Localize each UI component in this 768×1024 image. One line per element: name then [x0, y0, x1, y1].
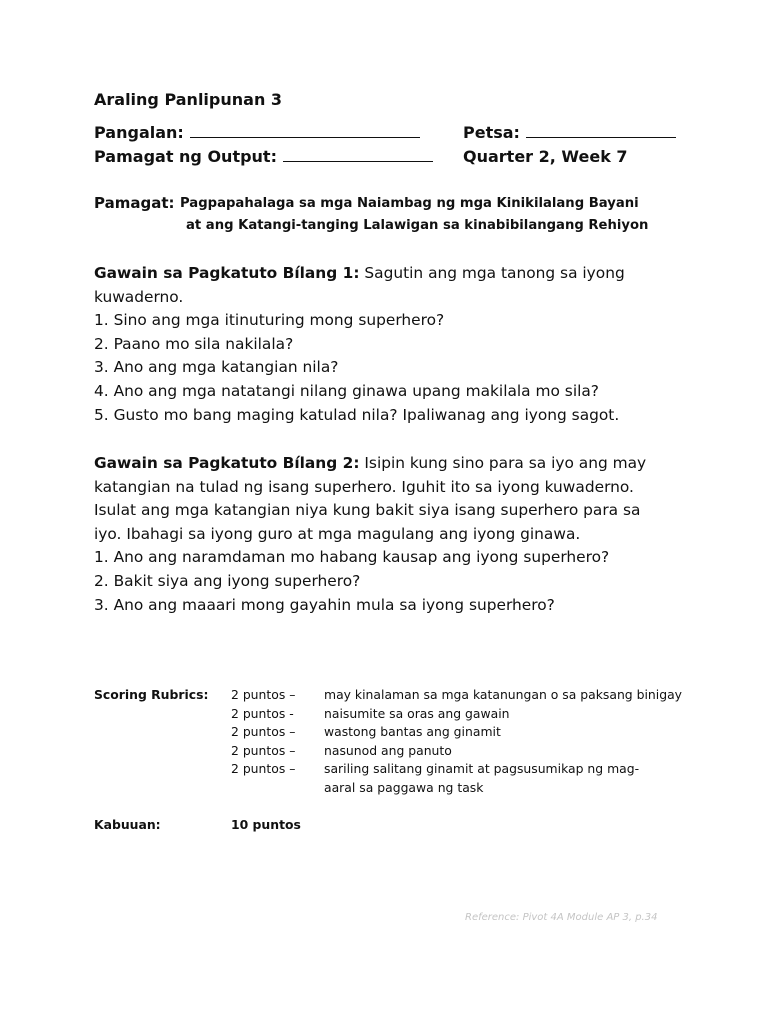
- subject-title: Araling Panlipunan 3: [94, 90, 283, 109]
- output-title-field: [94, 147, 433, 166]
- rubric-criterion: sariling salitang ginamit at pagsusumikap ng mag-: [324, 761, 640, 777]
- rubric-criteria-column: [324, 686, 682, 798]
- date-blank-line: [526, 123, 676, 138]
- rubrics-label: Scoring Rubrics:: [94, 687, 209, 702]
- activity-1-intro: [94, 262, 654, 309]
- total-label: Kabuuan:: [94, 817, 161, 832]
- name-blank-line: [190, 123, 420, 138]
- rubric-points-column: [231, 686, 295, 779]
- activity-2: [94, 452, 654, 617]
- activity-1-question: 2. Paano mo sila nakilala?: [94, 334, 294, 353]
- activity-2-question: 2. Bakit siya ang iyong superhero?: [94, 571, 361, 590]
- name-field: [94, 123, 420, 142]
- reference-note: Reference: Pivot 4A Module AP 3, p.34: [465, 912, 658, 923]
- activity-1-question: 5. Gusto mo bang maging katulad nila? Ipaliwanag ang iyong sagot.: [94, 405, 620, 424]
- activity-1: [94, 262, 654, 427]
- activity-2-heading: Gawain sa Pagkatuto Bílang 2:: [94, 454, 360, 472]
- rubric-criterion-continuation: aaral sa paggawa ng task: [324, 779, 484, 795]
- activity-1-question: 1. Sino ang mga itinuturing mong superhero?: [94, 311, 445, 330]
- name-label: Pangalan:: [94, 123, 184, 142]
- rubric-criterion: wastong bantas ang ginamit: [324, 724, 501, 740]
- rubric-points: 2 puntos –: [231, 687, 296, 702]
- quarter-week: Quarter 2, Week 7: [463, 147, 628, 166]
- activity-2-instruction: Isipin kung sino para sa iyo ang may katangian na tulad ng isang superhero. Iguhit ito sa iyong kuwaderno. Isulat ang mga katangian niya kung bakit siya isang superhero para sa iyo. Ibahagi sa iyong guro at mga magulang ang iyong ginawa.: [94, 454, 647, 543]
- activity-1-question: 3. Ano ang mga katangian nila?: [94, 358, 339, 377]
- date-field: [463, 123, 676, 142]
- activity-1-instruction: Sagutin ang mga tanong sa iyong kuwaderno.: [94, 264, 625, 306]
- total-value: 10 puntos: [231, 817, 301, 832]
- rubric-points: 2 puntos –: [231, 761, 296, 777]
- activity-2-intro: [94, 452, 654, 546]
- output-title-blank-line: [283, 147, 433, 162]
- output-title-label: Pamagat ng Output:: [94, 147, 277, 166]
- rubric-points: 2 puntos –: [231, 742, 296, 758]
- rubric-points: 2 puntos –: [231, 724, 296, 740]
- date-label: Petsa:: [463, 123, 520, 142]
- activity-1-question: 4. Ano ang mga natatangi nilang ginawa upang makilala mo sila?: [94, 381, 599, 400]
- topic-line-2: at ang Katangi-tanging Lalawigan sa kinabibilangang Rehiyon: [186, 218, 649, 233]
- activity-2-question: 3. Ano ang maaari mong gayahin mula sa iyong superhero?: [94, 595, 555, 614]
- rubric-points: 2 puntos -: [231, 705, 294, 721]
- rubric-criterion: may kinalaman sa mga katanungan o sa paksang binigay: [324, 687, 682, 702]
- activity-2-question: 1. Ano ang naramdaman mo habang kausap ang iyong superhero?: [94, 548, 610, 567]
- rubric-criterion: naisumite sa oras ang gawain: [324, 705, 510, 721]
- topic-line-1: Pagpapahalaga sa mga Naiambag ng mga Kinikilalang Bayani: [180, 196, 639, 211]
- activity-1-heading: Gawain sa Pagkatuto Bílang 1:: [94, 264, 360, 282]
- topic-label: Pamagat:: [94, 194, 175, 212]
- rubric-criterion: nasunod ang panuto: [324, 742, 452, 758]
